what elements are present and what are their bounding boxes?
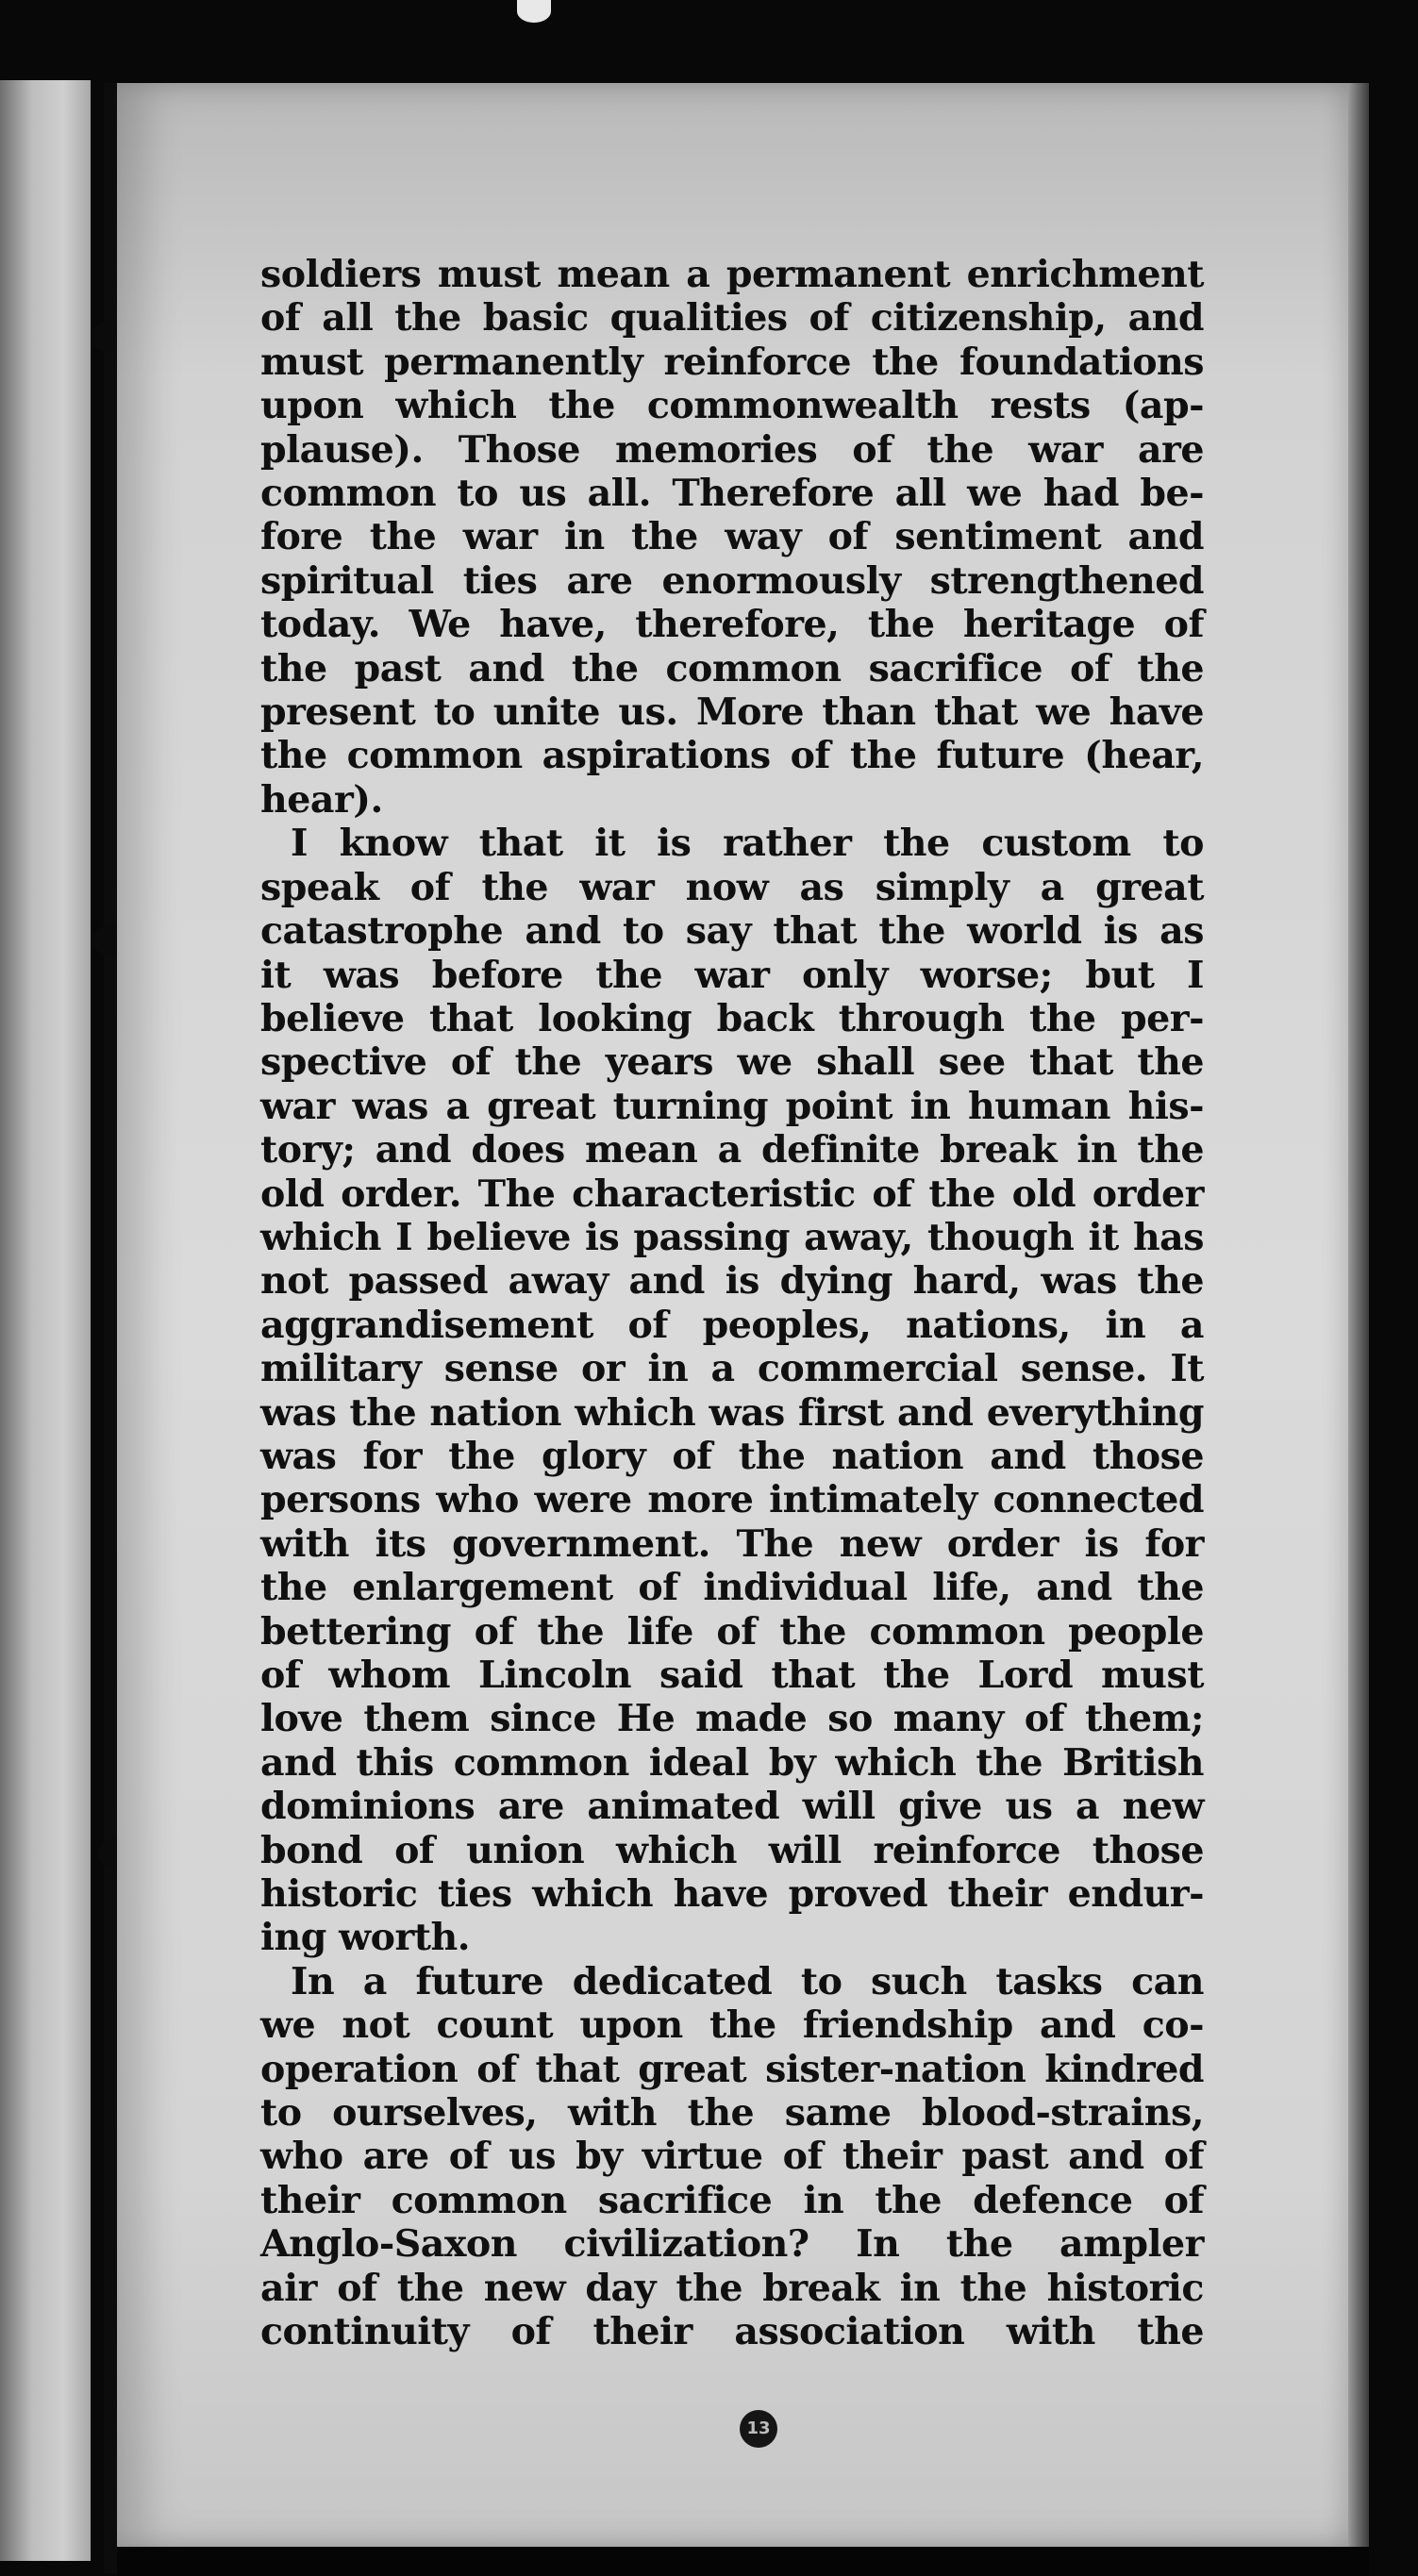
text-line: spective of the years we shall see that the — [260, 1040, 1204, 1085]
text-line: we not count upon the friendship and co- — [260, 2003, 1204, 2048]
text-line: military sense or in a commercial sense. It — [260, 1347, 1204, 1391]
text-line: operation of that great sister-nation kindred — [260, 2047, 1204, 2091]
text-line: with its government. The new order is for — [260, 1521, 1204, 1566]
text-line: to ourselves, with the same blood-strains, — [260, 2091, 1204, 2136]
text-line: plause). Those memories of the war are — [260, 427, 1204, 472]
text-line: speak of the war now as simply a great — [260, 865, 1204, 909]
page-right-edge — [1348, 83, 1369, 2547]
page-number — [740, 2410, 777, 2448]
text-line: bettering of the life of the common people — [260, 1609, 1204, 1654]
page-number-label: 13 — [746, 2418, 771, 2438]
adjacent-page-strip — [0, 80, 91, 2561]
text-line: of whom Lincoln said that the Lord must — [260, 1654, 1204, 1697]
text-line: of all the basic qualities of citizenship, and — [260, 296, 1204, 341]
text-line: continuity of their association with the — [260, 2310, 1204, 2354]
text-line: the common aspirations of the future (hear, — [260, 734, 1204, 778]
text-line: tory; and does mean a definite break in the — [260, 1128, 1204, 1172]
text-line: fore the war in the way of sentiment and — [260, 515, 1204, 559]
text-line: who are of us by virtue of their past and of — [260, 2135, 1204, 2179]
text-line: old order. The characteristic of the old order — [260, 1172, 1204, 1216]
film-bottom-border — [117, 2547, 1369, 2576]
text-line: today. We have, therefore, the heritage of — [260, 603, 1204, 647]
text-line: believe that looking back through the per- — [260, 996, 1204, 1040]
text-line: hear). — [260, 777, 383, 822]
text-line: bond of union which will reinforce those — [260, 1828, 1204, 1872]
text-line: which I believe is passing away, though it has — [260, 1215, 1204, 1259]
text-line: present to unite us. More than that we have — [260, 690, 1204, 735]
text-line: soldiers must mean a permanent enrichment — [260, 253, 1204, 296]
text-line: dominions are animated will give us a new — [260, 1785, 1204, 1829]
text-line: the past and the common sacrifice of the — [260, 646, 1204, 690]
body-text — [260, 253, 1204, 2354]
text-line: their common sacrifice in the defence of — [260, 2178, 1204, 2222]
text-line: love them since He made so many of them; — [260, 1697, 1204, 1741]
text-line: the enlargement of individual life, and the — [260, 1566, 1204, 1610]
text-line: catastrophe and to say that the world is as — [260, 909, 1204, 954]
text-line: In a future dedicated to such tasks can — [291, 1959, 1204, 2003]
text-line: air of the new day the break in the historic — [260, 2266, 1204, 2310]
text-line: and this common ideal by which the British — [260, 1740, 1204, 1785]
text-line: upon which the commonwealth rests (ap- — [260, 384, 1204, 428]
text-line: spiritual ties are enormously strengthened — [260, 558, 1204, 603]
text-line: war was a great turning point in human his- — [260, 1084, 1204, 1128]
text-line: persons who were more intimately connected — [260, 1478, 1204, 1522]
text-line: historic ties which have proved their endur- — [260, 1872, 1204, 1917]
text-line: common to us all. Therefore all we had be- — [260, 472, 1204, 516]
text-line: I know that it is rather the custom to — [291, 822, 1204, 866]
binding-line — [104, 83, 117, 2573]
text-line: it was before the war only worse; but I — [260, 953, 1204, 997]
text-line: ing worth. — [260, 1916, 470, 1960]
text-line: must permanently reinforce the foundations — [260, 340, 1204, 384]
text-line: not passed away and is dying hard, was the — [260, 1259, 1204, 1304]
text-line: Anglo-Saxon civilization? In the ampler — [260, 2222, 1204, 2267]
text-line: aggrandisement of peoples, nations, in a — [260, 1303, 1204, 1347]
text-line: was for the glory of the nation and those — [260, 1434, 1204, 1478]
text-line: was the nation which was first and everything — [260, 1390, 1204, 1435]
film-top-mark — [517, 0, 551, 23]
